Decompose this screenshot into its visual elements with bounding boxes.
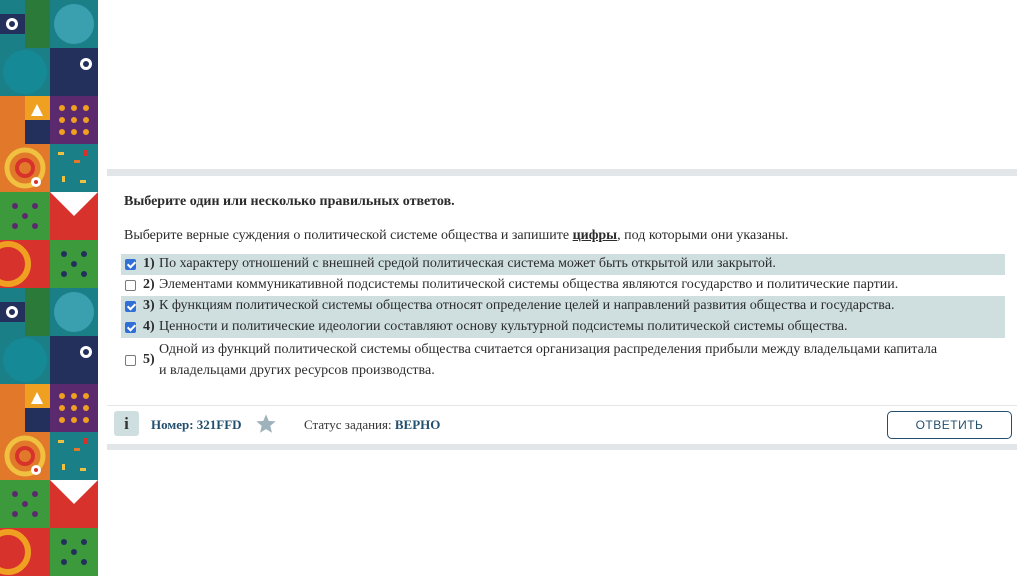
option-4-checkbox[interactable] <box>125 322 136 333</box>
task-question <box>124 228 788 244</box>
option-5-number: 5) <box>143 352 155 367</box>
star-icon[interactable] <box>255 413 277 435</box>
question-keyword: цифры <box>572 228 618 243</box>
answer-option-3[interactable] <box>121 296 1005 317</box>
answer-option-1[interactable] <box>121 254 1005 275</box>
task-top-divider <box>107 169 1017 176</box>
option-2-text: Элементами коммуникативной подсистемы политической системы общества являются государство и политические партии. <box>159 277 899 292</box>
option-4-number: 4) <box>143 319 155 334</box>
status-value: ВЕРНО <box>394 417 441 432</box>
task-card <box>107 169 1017 450</box>
option-5-checkbox[interactable] <box>125 355 136 366</box>
option-2-number: 2) <box>143 277 155 292</box>
task-number: Номер: 321FFD <box>151 417 242 432</box>
task-bottom-divider <box>107 444 1017 450</box>
option-5-text-line1: Одной из функций политической системы общества считается организация распределения прибыли между владельцами капитала <box>159 342 938 357</box>
option-4-text: Ценности и политические идеологии составляют основу культурной подсистемы политической системы общества. <box>159 319 848 334</box>
answer-option-5[interactable] <box>121 340 1005 382</box>
answer-option-4[interactable] <box>121 317 1005 338</box>
question-suffix: , под которыми они указаны. <box>617 228 789 243</box>
footer-divider <box>107 405 1017 406</box>
answer-option-2[interactable] <box>121 275 1005 295</box>
option-3-text: К функциям политической системы общества относят определение целей и направлений развития общества и государства. <box>159 298 895 313</box>
question-prefix: Выберите верные суждения о политической системе общества и запишите <box>124 228 573 243</box>
option-1-number: 1) <box>143 256 155 271</box>
option-5-text-line2: и владельцами других ресурсов производства. <box>159 363 435 378</box>
option-3-checkbox[interactable] <box>125 301 136 312</box>
pattern-graphic <box>0 0 100 576</box>
status-label: Статус задания: <box>304 417 395 432</box>
option-2-checkbox[interactable] <box>125 280 136 291</box>
task-status <box>304 417 440 433</box>
option-1-text: По характеру отношений с внешней средой политическая система может быть открытой или закрытой. <box>159 256 776 271</box>
answer-button[interactable]: ОТВЕТИТЬ <box>887 411 1012 439</box>
option-1-checkbox[interactable] <box>125 259 136 270</box>
decorative-pattern-panel <box>0 0 100 576</box>
option-3-number: 3) <box>143 298 155 313</box>
task-instruction: Выберите один или несколько правильных ответов. <box>124 194 455 209</box>
info-icon[interactable]: i <box>114 411 139 436</box>
